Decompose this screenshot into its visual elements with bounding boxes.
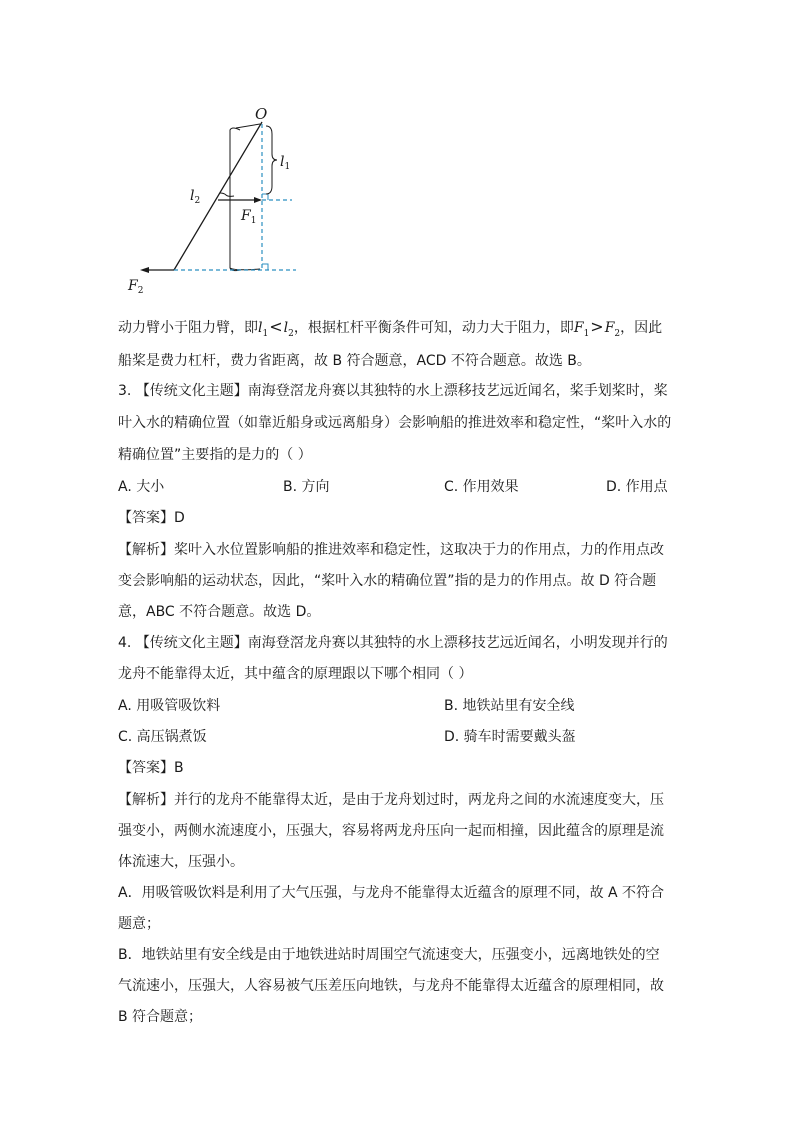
f2-arrowhead	[140, 267, 149, 273]
f1-arrowhead	[254, 197, 262, 203]
q4-analysis-line-5: 题意；	[118, 916, 160, 932]
q2-tail-line-1: 动力臂小于阻力臂，即$l_1<l_2$，根据杠杆平衡条件可知，动力大于阻力，即$F_1>F_2$，因此	[118, 317, 663, 339]
label-F1: $F_1$	[241, 208, 257, 226]
label-F2: $F_2$	[128, 278, 144, 296]
q4-analysis-line-2: 强变小，两侧水流速度小，压强大，容易将两龙舟压向一起而相撞，因此蕴含的原理是流	[118, 823, 664, 839]
label-O: O	[255, 105, 268, 123]
q4-option-c: C. 高压锅煮饭	[118, 729, 207, 745]
q4-answer: 【答案】B	[118, 760, 184, 776]
q4-analysis-line-3: 体流速大，压强小。	[118, 854, 244, 870]
q3-option-a: A. 大小	[118, 479, 165, 495]
q4-analysis-line-4: A．用吸管吸饮料是利用了大气压强，与龙舟不能靠得太近蕴含的原理不同，故 A 不符合	[118, 885, 665, 901]
oar-line	[174, 122, 262, 270]
lever-diagram-svg	[120, 100, 320, 300]
boat-left-edge	[230, 128, 240, 271]
q3-stem-line-2: 叶入水的精确位置（如靠近船身或远离船身）会影响船的推进效率和稳定性，“桨叶入水的	[118, 415, 672, 431]
right-angle-mark-1	[262, 194, 268, 200]
math-l1-lt-l2: $l_1<l_2$	[258, 317, 294, 339]
label-l2: $l_2$	[190, 188, 201, 206]
l1-brace	[266, 126, 277, 194]
q4-analysis-line-6: B．地铁站里有安全线是由于地铁进站时周围空气流速变大，压强变小，远离地铁处的空	[118, 947, 660, 963]
q3-option-d: D. 作用点	[606, 479, 668, 495]
q4-option-a: A. 用吸管吸饮料	[118, 698, 221, 714]
right-angle-mark-2	[262, 264, 268, 270]
q2-tail-line-2: 船桨是费力杠杆，费力省距离，故 B 符合题意，ACD 不符合题意。故选 B。	[118, 353, 591, 369]
math-f1-gt-f2: $F_1>F_2$	[573, 317, 621, 339]
q3-analysis-line-2: 变会影响船的运动状态，因此，“桨叶入水的精确位置”指的是力的作用点。故 D 符合题	[118, 573, 657, 589]
q4-option-d: D. 骑车时需要戴头盔	[444, 729, 576, 745]
q3-stem-line-3: 精确位置”主要指的是力的（ ）	[118, 447, 312, 463]
label-l1: $l_1$	[280, 154, 291, 172]
q3-stem-line-1: 3. 【传统文化主题】南海登滘龙舟赛以其独特的水上漂移技艺远近闻名，桨手划桨时，桨	[118, 383, 668, 399]
q4-analysis-line-1: 【解析】并行的龙舟不能靠得太近，是由于龙舟划过时，两龙舟之间的水流速度变大，压	[118, 792, 664, 808]
q3-option-b: B. 方向	[283, 479, 330, 495]
boat-top-edge	[236, 124, 260, 128]
q3-analysis-line-3: 意，ABC 不符合题意。故选 D。	[118, 604, 321, 620]
q4-analysis-line-7: 气流速小，压强大，人容易被气压差压向地铁，与龙舟不能靠得太近蕴含的原理相同，故	[118, 978, 664, 994]
q3-answer: 【答案】D	[118, 510, 185, 526]
q4-option-b: B. 地铁站里有安全线	[444, 698, 575, 714]
q4-stem-line-1: 4. 【传统文化主题】南海登滘龙舟赛以其独特的水上漂移技艺远近闻名，小明发现并行的	[118, 635, 668, 651]
q3-analysis-line-1: 【解析】桨叶入水位置影响船的推进效率和稳定性，这取决于力的作用点，力的作用点改	[118, 542, 664, 558]
q3-option-c: C. 作用效果	[444, 479, 519, 495]
q4-stem-line-2: 龙舟不能靠得太近，其中蕴含的原理跟以下哪个相同（ ）	[118, 666, 473, 682]
l2-brace	[220, 193, 234, 196]
lever-diagram	[120, 100, 320, 300]
q4-analysis-line-8: B 符合题意；	[118, 1009, 203, 1025]
